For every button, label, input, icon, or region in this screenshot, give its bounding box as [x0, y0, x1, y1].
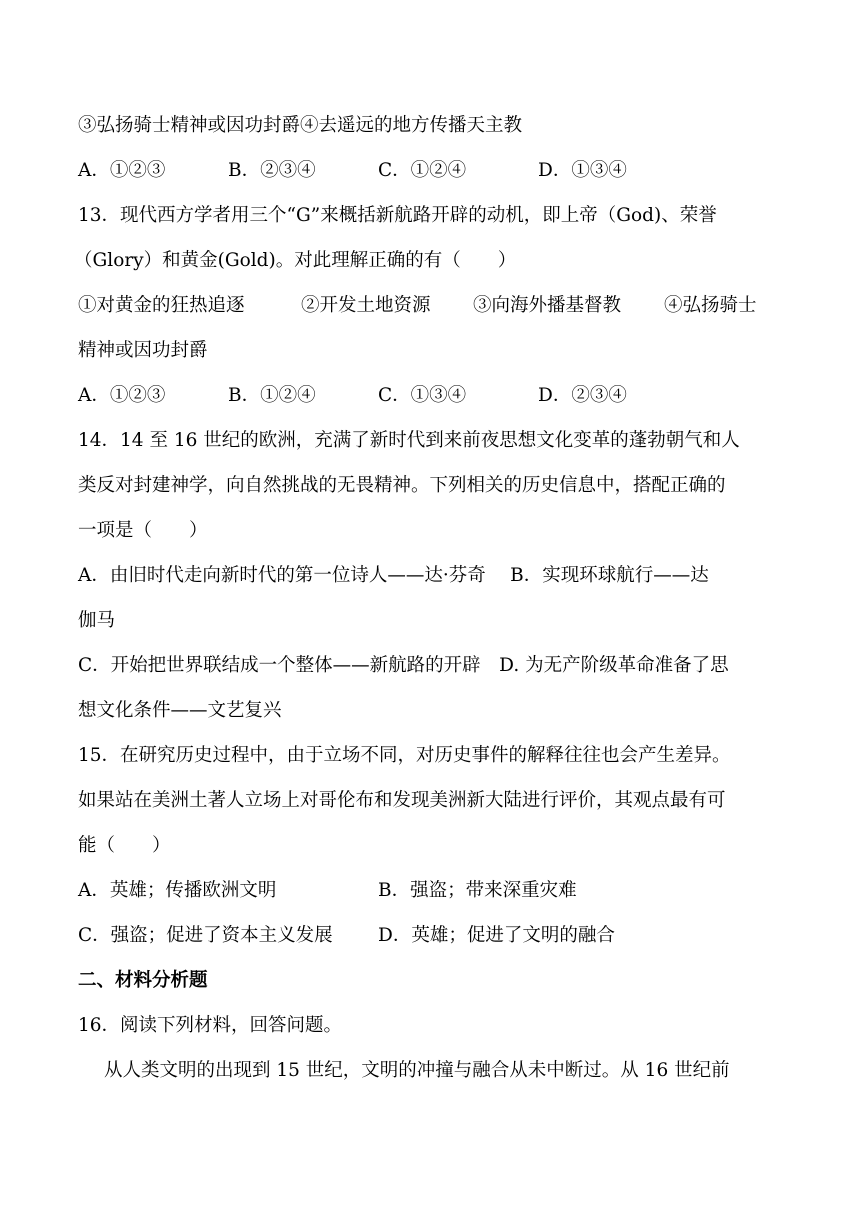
q15-stem-line-1: 15．在研究历史过程中，由于立场不同，对历史事件的解释往往也会产生差异。 [78, 745, 731, 766]
q13-item-1: ①对黄金的狂热追逐 [78, 295, 245, 316]
q14-stem-line-3: 一项是（ ） [78, 520, 208, 541]
q13-items-line-2: 精神或因功封爵 [78, 340, 208, 361]
q13-stem-line-1: 13．现代西方学者用三个“G”来概括新航路开辟的动机，即上帝（God)、荣誉 [78, 205, 717, 226]
q13-option-b: B．①②④ [228, 385, 316, 406]
q15-options-row-2 [78, 921, 615, 951]
q14-option-line-4: 想文化条件——文艺复兴 [78, 700, 282, 721]
q15-stem-line-2: 如果站在美洲土著人立场上对哥伦布和发现美洲新大陆进行评价，其观点最有可 [78, 790, 726, 811]
q13-items [78, 291, 757, 321]
q15-options-row-1 [78, 876, 577, 906]
q13-item-2: ②开发土地资源 [301, 295, 431, 316]
q16-material-line-1: 从人类文明的出现到 15 世纪，文明的冲撞与融合从未中断过。从 16 世纪前 [104, 1060, 730, 1081]
q13-option-a: A．①②③ [78, 385, 166, 406]
q12-option-a: A．①②③ [78, 160, 166, 181]
q12-option-c: C．①②④ [378, 160, 467, 181]
q13-options [78, 381, 627, 411]
q14-stem-line-2: 类反对封建神学，向自然挑战的无畏精神。下列相关的历史信息中，搭配正确的 [78, 475, 726, 496]
q15-option-b: B．强盗；带来深重灾难 [378, 880, 577, 901]
q12-options [78, 156, 627, 186]
q13-item-4: ④弘扬骑士 [664, 295, 757, 316]
q16-stem: 16．阅读下列材料，回答问题。 [78, 1015, 343, 1036]
q15-option-a: A．英雄；传播欧洲文明 [78, 880, 277, 901]
q13-option-d: D．②③④ [538, 385, 627, 406]
q14-option-line-1: A．由旧时代走向新时代的第一位诗人——达·芬奇 B．实现环球航行——达 [78, 565, 709, 586]
q13-stem-line-2: （Glory）和黄金(Gold)。对此理解正确的有（ ） [74, 250, 517, 271]
q12-statement-line: ③弘扬骑士精神或因功封爵④去遥远的地方传播天主教 [78, 115, 523, 136]
q15-option-c: C．强盗；促进了资本主义发展 [78, 925, 333, 946]
section-heading: 二、材料分析题 [78, 970, 208, 991]
q13-item-3: ③向海外播基督教 [473, 295, 622, 316]
q14-stem-line-1: 14．14 至 16 世纪的欧洲，充满了新时代到来前夜思想文化变革的蓬勃朝气和人 [78, 430, 740, 451]
q15-stem-line-3: 能（ ） [78, 835, 171, 856]
q15-option-d: D．英雄；促进了文明的融合 [378, 925, 615, 946]
q13-option-c: C．①③④ [378, 385, 467, 406]
q12-option-d: D．①③④ [538, 160, 627, 181]
q14-option-line-3: C．开始把世界联结成一个整体——新航路的开辟 D. 为无产阶级革命准备了思 [78, 655, 729, 676]
q14-option-line-2: 伽马 [78, 610, 116, 631]
q12-option-b: B．②③④ [228, 160, 316, 181]
